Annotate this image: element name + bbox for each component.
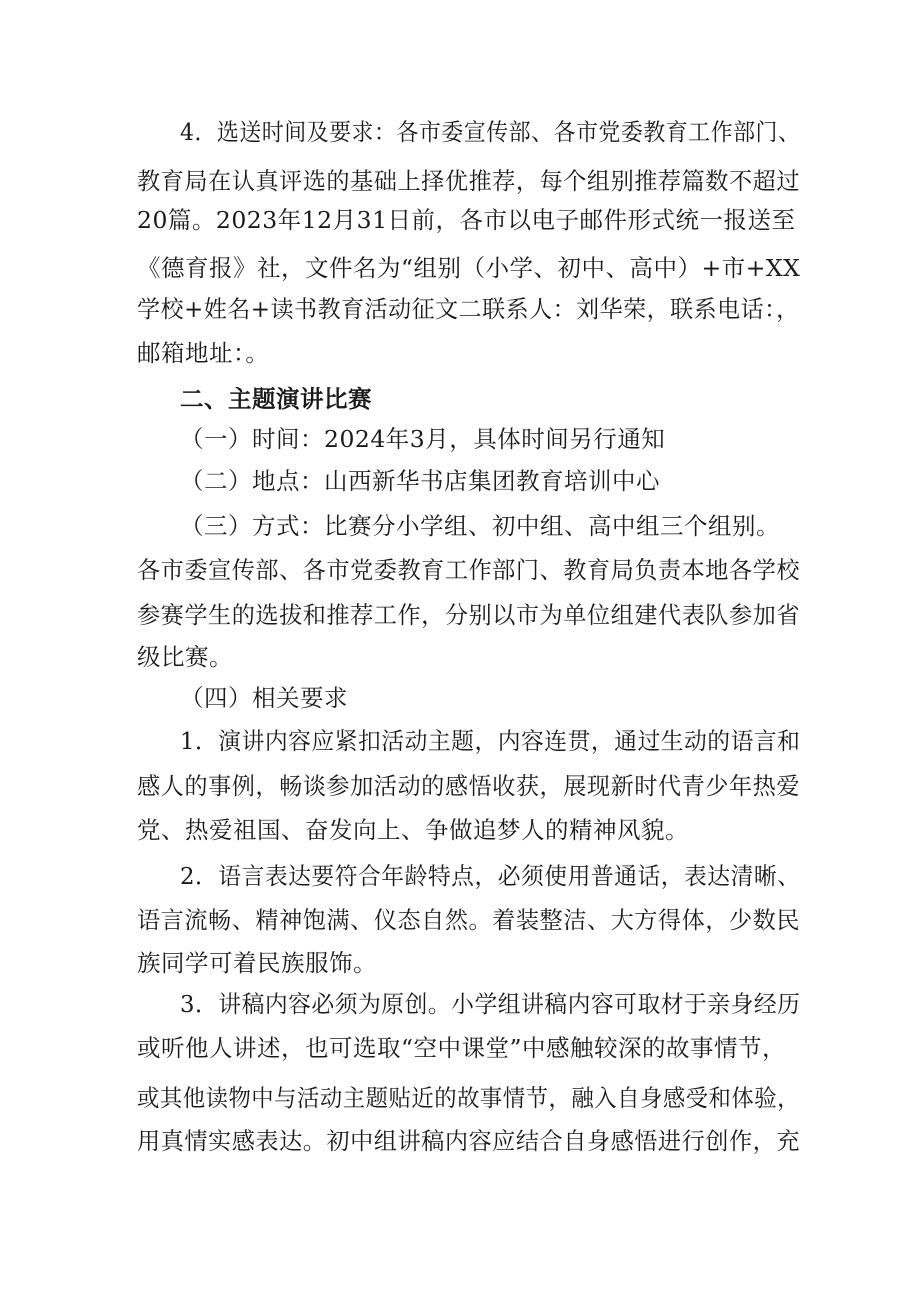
requirement-3-line-3: 或其他读物中与活动主题贴近的故事情节，融入自身感受和体验， — [137, 1084, 801, 1112]
requirement-3-line-2: 或听他人讲述，也可选取“空中课堂”中感触较深的故事情节， — [137, 1034, 787, 1062]
requirements-heading: （四）相关要求 — [180, 684, 348, 712]
requirement-1-line-1: 1．演讲内容应紧扣活动主题，内容连贯，通过生动的语言和 — [180, 727, 801, 755]
paragraph-4-line-3: 20篇。2023年12月31日前，各市以电子邮件形式统一报送至 — [137, 206, 796, 234]
method-item-line-3: 参赛学生的选拔和推荐工作，分别以市为单位组建代表队参加省 — [137, 601, 800, 629]
time-item: （一）时间：2024年3月，具体时间另行通知 — [180, 425, 666, 453]
requirement-2-line-2: 语言流畅、精神饱满、仪态自然。着装整洁、大方得体，少数民 — [137, 906, 800, 934]
method-item-line-4: 级比赛。 — [137, 643, 233, 671]
paragraph-4-line-5: 学校+姓名+读书教育活动征文二联系人：刘华荣，联系电话：， — [137, 295, 800, 323]
requirement-3-line-1: 3．讲稿内容必须为原创。小学组讲稿内容可取材于亲身经历 — [180, 990, 801, 1018]
section-2-heading: 二、主题演讲比赛 — [180, 385, 372, 413]
method-item-line-1: （三）方式：比赛分小学组、初中组、高中组三个组别。 — [180, 512, 780, 540]
method-item-line-2: 各市委宣传部、各市党委教育工作部门、教育局负责本地各学校 — [137, 556, 800, 584]
paragraph-4-line-6: 邮箱地址：。 — [137, 339, 270, 367]
requirement-2-line-3: 族同学可着民族服饰。 — [137, 949, 377, 977]
requirement-1-line-2: 感人的事例，畅谈参加活动的感悟收获，展现新时代青少年热爱 — [137, 772, 800, 800]
requirement-3-line-4: 用真情实感表达。初中组讲稿内容应结合自身感悟进行创作，充 — [137, 1127, 800, 1155]
requirement-2-line-1: 2．语言表达要符合年龄特点，必须使用普通话，表达清晰、 — [180, 862, 801, 890]
place-item: （二）地点：山西新华书店集团教育培训中心 — [180, 467, 660, 495]
requirement-1-line-3: 党、热爱祖国、奋发向上、争做追梦人的精神风貌。 — [137, 816, 689, 844]
paragraph-4-line-4: 《德育报》社，文件名为“组别（小学、初中、高中）+市+XX — [137, 254, 801, 282]
paragraph-4-line-1: 4．选送时间及要求：各市委宣传部、各市党委教育工作部门、 — [180, 118, 801, 146]
paragraph-4-line-2: 教育局在认真评选的基础上择优推荐，每个组别推荐篇数不超过 — [137, 167, 800, 195]
